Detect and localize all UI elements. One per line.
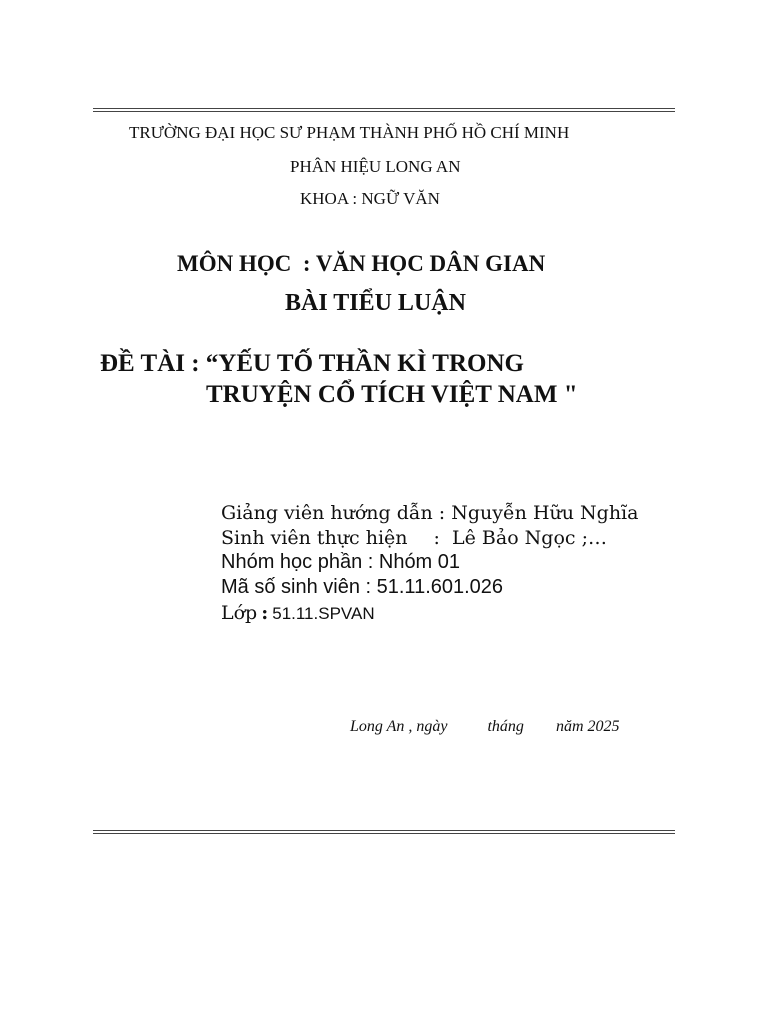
lecturer-info: Giảng viên hướng dẫn : Nguyễn Hữu Nghĩa xyxy=(221,502,639,524)
class-info xyxy=(221,602,375,624)
date-month: tháng xyxy=(487,718,524,735)
subject-title: MÔN HỌC : VĂN HỌC DÂN GIAN xyxy=(177,251,546,276)
student-label: Sinh viên thực hiện xyxy=(221,527,408,549)
university-name: TRƯỜNG ĐẠI HỌC SƯ PHẠM THÀNH PHỐ HỒ CHÍ MINH xyxy=(129,123,570,142)
class-value: 51.11.SPVAN xyxy=(272,604,375,623)
topic-line-1: ĐỀ TÀI : “YẾU TỐ THẦN KÌ TRONG xyxy=(100,350,524,377)
branch-name: PHÂN HIỆU LONG AN xyxy=(290,157,461,176)
date-year: năm 2025 xyxy=(555,718,620,735)
document-type: BÀI TIỂU LUẬN xyxy=(285,290,466,316)
class-label: Lớp xyxy=(221,602,258,624)
top-rule-second xyxy=(93,111,675,112)
group-info: Nhóm học phần : Nhóm 01 xyxy=(221,551,461,573)
student-info xyxy=(221,527,607,549)
student-id-info: Mã số sinh viên : 51.11.601.026 xyxy=(221,576,504,598)
student-value: : Lê Bảo Ngọc ;… xyxy=(433,527,607,549)
top-rule xyxy=(93,108,675,109)
bottom-rule xyxy=(93,830,675,831)
bottom-rule-second xyxy=(93,833,675,834)
date-place-day: Long An , ngày xyxy=(350,718,448,735)
topic-line-2: TRUYỆN CỔ TÍCH VIỆT NAM " xyxy=(206,381,578,408)
date-line xyxy=(350,718,620,736)
faculty-name: KHOA : NGỮ VĂN xyxy=(300,189,440,208)
class-colon: : xyxy=(261,602,269,624)
